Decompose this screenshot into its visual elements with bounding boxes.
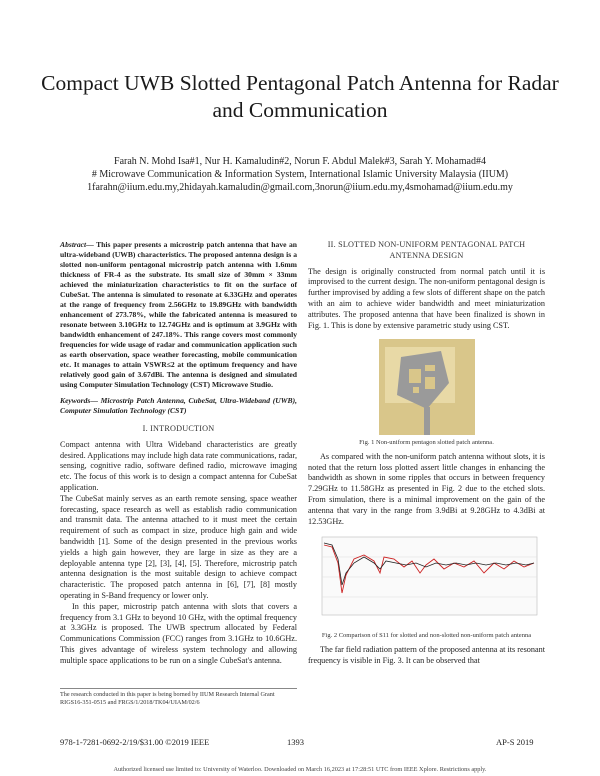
section-heading-design: II. SLOTTED NON-UNIFORM PENTAGONAL PATCH ANTENNA DESIGN (327, 240, 526, 260)
slot-2 (425, 365, 435, 371)
slot-4 (413, 387, 419, 393)
design-paragraph-1: The design is originally constructed from normal patch until it is improvised to the current design. The non-uniform pentagonal design is further improvised by adding a few slots of different shape on the patch with an aim to achieve wider bandwidth and meet miniaturization attributes. The proposed antenna that have been finalized is shown in Fig. 1. This is done by extensive parametric study using CST. (308, 266, 545, 330)
funding-footnote: The research conducted in this paper is being borned by IIUM Research Internal Grant RIGS16-351-0515 and FRGS/1/2018/TK04/UIAM/02/6 (60, 688, 297, 707)
slot-3 (425, 377, 435, 389)
slot-1 (409, 369, 421, 383)
keywords: Keywords— Microstrip Patch Antenna, CubeSat, Ultra-Wideband (UWB), Computer Simulation Technology (CST) (60, 396, 297, 415)
license-notice: Authorized licensed use limited to: University of Waterloo. Downloaded on March 16,2023 at 17:28:51 UTC from IEEE Xplore. Restrictions apply. (113, 766, 487, 773)
section-heading-introduction: I. INTRODUCTION (142, 424, 215, 433)
antenna-figure (379, 339, 475, 435)
footer-isbn: 978-1-7281-0692-2/19/$31.00 ©2019 IEEE (60, 737, 210, 747)
s11-plot (308, 533, 545, 628)
figure-1-caption: Fig. 1 Non-uniform pentagon slotted patch antenna. (359, 439, 494, 447)
abstract (60, 240, 297, 390)
design-paragraph-2: As compared with the non-uniform patch antenna without slots, it is noted that the return loss plotted assert little changes in enhancing the bandwidth as shown in some ripples that occurs in between frequency 7.29GHz to 11.58GHz as presented in Fig. 2 due to the etched slots. From simulation, there is a minimal improvement on the gain of the antenna that vary in the range from 3.9dBi at 9.28GHz to 4.3dBi at 12.53GHz. (308, 451, 545, 526)
abstract-text: — This paper presents a microstrip patch antenna that have an ultra-wideband (UWB) characteristics. The proposed antenna design is a slotted non-uniform pentagonal microstrip patch antenna with 1.6mm thickness of FR-4 as the substrate. Its small size of 30mm × 33mm achieved the miniaturization characteristics to fit on the surface of CubeSat. The antenna is simulated to resonate at 6.33GHz and operates at the range of frequency from 2.56GHz to 19.89GHz with bandwidth enhancement of 273.78%, while the fabricated antenna is measured to resonate between 3.10GHz to 12.74GHz and is optimum at 3.9GHz with bandwidth enhancement of 247.18%. This range covers most commonly frequencies for wide usage of radar and communication application such as earth observation, space weather forecasting, mobile communication etc. It manages to attain VSWR≤2 at the optimum frequency and have relatively good gain of 3.67dBi. The antenna is designed and simulated using Computer Simulation Technology (CST) Microwave Studio. (60, 240, 297, 389)
footer-conference: AP-S 2019 (496, 737, 534, 747)
author-block (30, 155, 570, 194)
author-affiliation: # Microwave Communication & Information System, International Islamic University Malaysia (IIUM) (91, 169, 509, 180)
antenna-illustration (379, 339, 475, 435)
intro-paragraph-2: The CubeSat mainly serves as an earth remote sensing, space weather forecasting, space research as well as establish radio communication and transmit data. The antenna attached to it must meet the certain requirement of such as compact in size, produce high gain and wide bandwidth [1]. Some of the design presented in the previous works yields a high gain however, they are large in size as they are a deployable antenna type [2], [3], [4], [5]. Therefore, microstrip patch antenna designation is the most suitable design to achieve compact characteristic. The proposed patch antenna in [6], [7], [8] mostly operating in S-Band frequency or lower only. (60, 493, 297, 600)
abstract-lead: Abstract (60, 240, 87, 249)
footer-page-number: 1393 (287, 737, 304, 747)
design-paragraph-3: The far field radiation pattern of the proposed antenna at its resonant frequency is visible in Fig. 3. It can be observed that (308, 644, 545, 665)
right-column (308, 240, 545, 667)
author-emails: 1farahn@iium.edu.my,2hidayah.kamaludin@gmail.com,3norun@iium.edu.my,4smohamad@iium.edu.my (87, 182, 513, 193)
intro-paragraph-3: In this paper, microstrip patch antenna with slots that covers a frequency from 3.1 GHz to beyond 10 GHz, with the optimal frequency at 3.3GHz is proposed. The UWB spectrum allocated by Federal Communications Commission (FCC) ranges from 3.1GHz to 10.6GHz. This gives advantage of wireless system technology and allowing multiple space applications to be run on a single CubeSat's antenna. (60, 601, 297, 665)
plot-frame (322, 537, 537, 615)
s11-plot-svg (308, 533, 545, 628)
left-column (60, 240, 297, 667)
figure-2-caption: Fig. 2 Comparison of S11 for slotted and non-slotted non-uniform patch antenna (321, 632, 532, 640)
author-names: Farah N. Mohd Isa#1, Nur H. Kamaludin#2, Norun F. Abdul Malek#3, Sarah Y. Mohamad#4 (114, 156, 486, 167)
intro-paragraph-1: Compact antenna with Ultra Wideband characteristics are greatly desired. Applications may include high data rate communications, radar, sensing, cognitive radio, software defined radio, microwave imaging etc. The focus of this work is to design a compact antenna for CubeSat application. (60, 439, 297, 492)
paper-title: Compact UWB Slotted Pentagonal Patch Antenna for Radar and Communication (41, 71, 559, 122)
feed-line (424, 407, 430, 435)
